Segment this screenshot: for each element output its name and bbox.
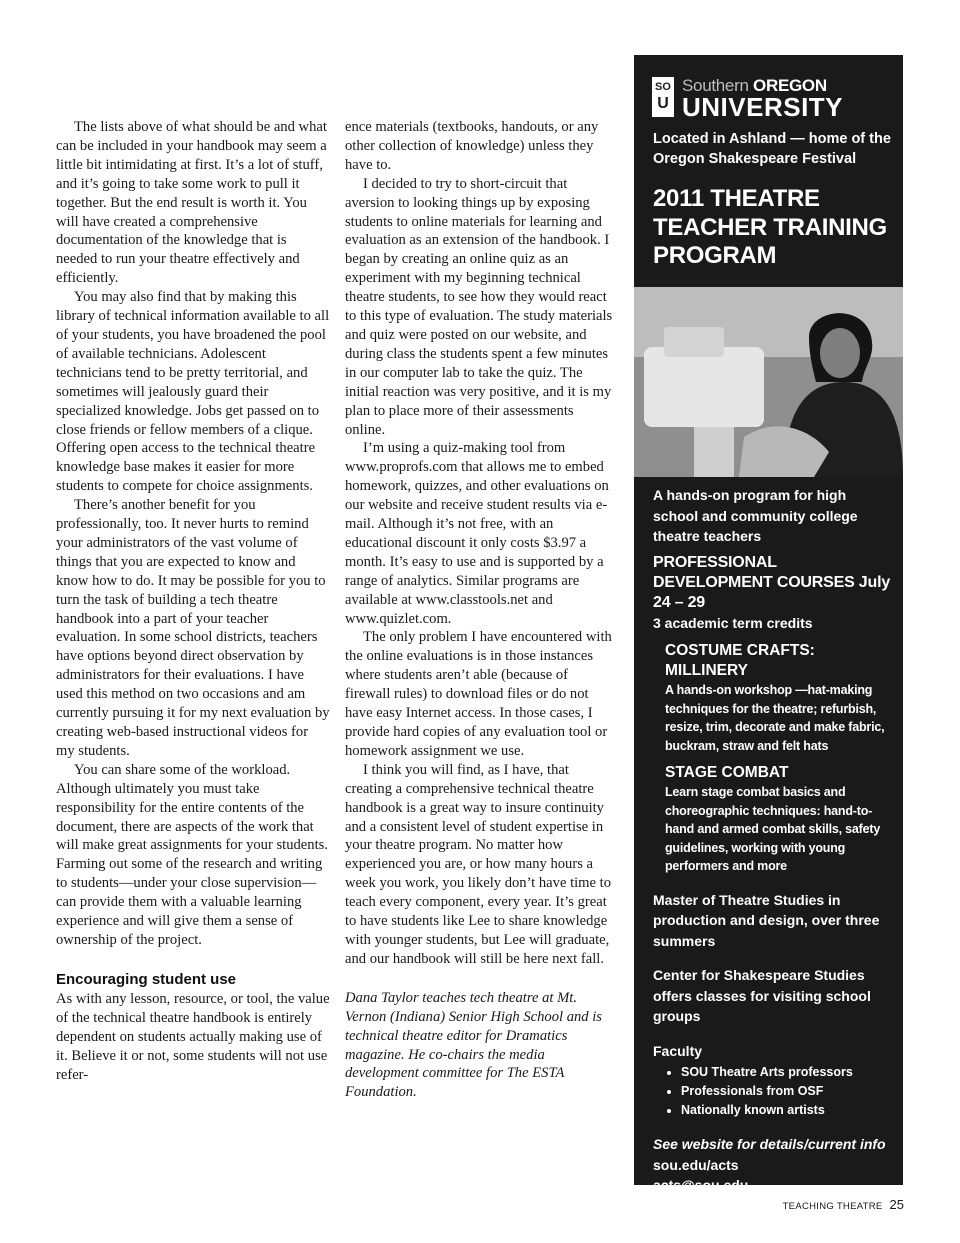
course-item	[665, 763, 893, 876]
course-description: Learn stage combat basics and choreographic techniques: hand-to-hand and armed combat skills, safety guidelines, working with young performers and more	[665, 785, 881, 873]
paragraph: The only problem I have encountered with the online evaluations is in those instances where students aren’t able (because of firewall rules) to download files or do not have easy Internet access. In those cases, I provide hard copies of any evaluation tool or homework assignment we use.	[345, 629, 612, 759]
paragraph: ence materials (textbooks, handouts, or any other collection of knowledge) unless they have to.	[345, 119, 599, 173]
shakespeare-center: Center for Shakespeare Studies offers classes for visiting school groups	[653, 967, 871, 1024]
article-column-1	[56, 118, 330, 1084]
article-column-2	[345, 118, 617, 1102]
paragraph: I’m using a quiz-making tool from www.proprofs.com that allows me to embed homework, quizzes, and other evaluations on our website and receive student results via e-mail. Although it’s not free, with an educational discount it only costs $3.97 a month. It’s easy to use and is supported by a range of analytics. Similar programs are available at www.classtools.net and www.quizlet.com.	[345, 440, 609, 627]
list-item: • Professionals from OSF	[681, 1082, 893, 1101]
sou-logo	[652, 75, 892, 122]
ad-details	[653, 485, 893, 1216]
course-item	[665, 641, 893, 755]
pd-heading: PROFESSIONAL DEVELOPMENT COURSES July 24 – 29	[653, 553, 891, 611]
section-heading: Encouraging student use	[56, 970, 237, 988]
page-number: 25	[889, 1197, 904, 1212]
ad-intro: A hands-on program for high school and community college theatre teachers	[653, 487, 858, 544]
website-link[interactable]: sou.edu/acts	[653, 1156, 739, 1173]
list-item: • SOU Theatre Arts professors	[681, 1063, 893, 1082]
logo-line-2: UNIVERSITY	[682, 92, 844, 122]
paragraph: I decided to try to short-circuit that aversion to looking things up by exposing students to online materials for learning and evaluation as an extension of the handbook. I began by creating an online quiz as an experiment with my beginning technical theatre students, to see how they would react to this type of evaluation. The study materials and quiz were posted on our website, and during class the students spent a few minutes in our computer lab to take the quiz. The initial reaction was very positive, and it is my plan to place more of their assessments online.	[345, 175, 613, 438]
paragraph: I think you will find, as I have, that creating a comprehensive technical theatre handbook is a great way to insure continuity and a consistent level of student expertise in your theatre program. No matter how experienced you are, or how many hours a week you work, you likely don’t have time to teach every component, every year. It’s great to have students like Lee to share knowledge with younger students, but Lee will graduate, and our handbook will still be here next fall.	[345, 761, 612, 967]
program-title: 2011 THEATRE TEACHER TRAINING PROGRAM	[653, 185, 887, 269]
see-website: See website for details/current info	[653, 1136, 886, 1152]
phone-number: 541 552-6346	[653, 1197, 740, 1214]
page-footer	[783, 1197, 904, 1212]
course-description: A hands-on workshop —hat-making techniques for the theatre; refurbish, resize, trim, decorate and make fabric, buckram, straw and felt hats	[665, 683, 885, 753]
paragraph: You may also find that by making this library of technical information available to all of your students, you have broadened the pool of available technicians. Adolescent technicians tend to be pretty territorial, and sometimes will jealously guard their specialized knowledge. Jobs get passed on to close friends or fellow members of a clique. Offering open access to the technical theatre knowledge base makes it easier for more students to compete for choice assignments.	[56, 289, 330, 495]
course-title: STAGE COMBAT	[665, 764, 789, 781]
paragraph: The lists above of what should be and what can be included in your handbook may seem a little bit intimidating at first. It’s a lot of stuff, and it’s going to take some work to pull it together. But the end result is worth it. You will have created a comprehensive documentation of the knowledge that is needed to run your theatre effectively and efficiently.	[56, 119, 327, 287]
course-title: COSTUME CRAFTS: MILLINERY	[665, 642, 815, 679]
sewing-photo	[634, 287, 903, 477]
email-link[interactable]: acts@sou.edu	[653, 1177, 749, 1193]
paragraph: There’s another benefit for you professionally, too. It never hurts to remind your administrators of the vast volume of things that you are expected to know and know how to do. It may be possible for you to turn the task of building a tech theatre handbook into a part of your teacher evaluation. In some school districts, teachers have options beyond direct observation by administrators for their evaluations. I have used this method on two occasions and am currently pursuing it for my next evaluation by creating web-based instructional videos for my students.	[56, 497, 330, 759]
credits: 3 academic term credits	[653, 614, 813, 631]
sou-logo-mark: SO U	[652, 77, 674, 117]
logo-line-1: Southern OREGON	[682, 76, 827, 95]
author-bio: Dana Taylor teaches tech theatre at Mt. Vernon (Indiana) Senior High School and is technical theatre editor for Dramatics magazine. He co-chairs the media development committee for The ESTA Foundation.	[345, 989, 602, 1101]
faculty-heading: Faculty	[653, 1042, 703, 1059]
paragraph: You can share some of the workload. Although ultimately you must take responsibility for the entire contents of the document, there are aspects of the work that will make great assignments for your students. Farming out some of the research and writing to students—under your close supervision—can provide them with a valuable learning experience and will give them a sense of ownership of the project.	[56, 761, 328, 948]
publication-name: TEACHING THEATRE	[782, 1201, 883, 1212]
list-item: • Nationally known artists	[681, 1101, 893, 1120]
photo-illustration	[634, 287, 903, 477]
location-text: Located in Ashland — home of the Oregon Shakespeare Festival	[653, 131, 891, 167]
masters-program: Master of Theatre Studies in production and design, over three summers	[653, 891, 880, 949]
paragraph: As with any lesson, resource, or tool, the value of the technical theatre handbook is entirely dependent on students actually making use of it. Believe it or not, some students will not use refer-	[56, 990, 330, 1083]
faculty-list	[653, 1063, 893, 1120]
